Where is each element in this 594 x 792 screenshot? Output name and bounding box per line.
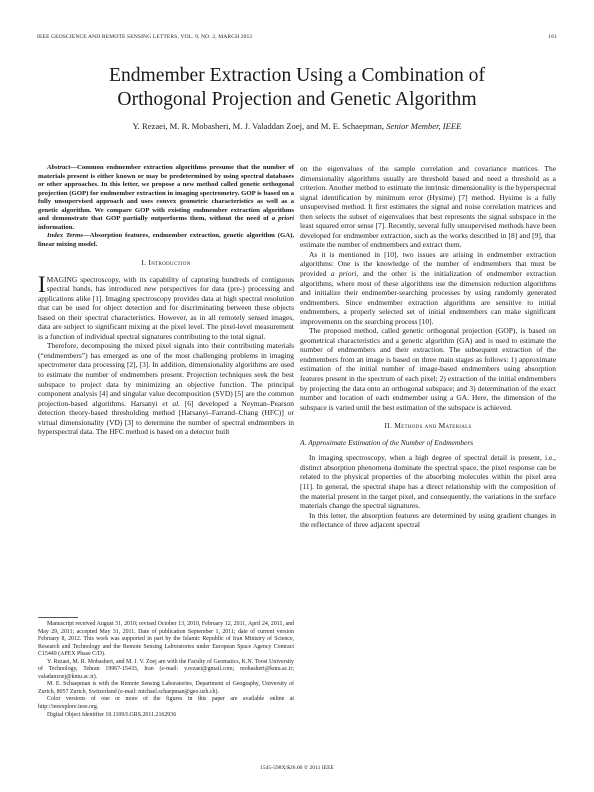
footnote-rule [38,617,78,618]
right-column [300,164,556,530]
abstract-italic: a priori [271,215,294,222]
intro-paragraph-1 [38,271,294,342]
intro-paragraph-proposed: The proposed method, called genetic orthogonal projection (GOP), is based on geometrical characteristics and a genetic algorithm (GA) and is used to estimate the number of endmembers and their extraction. The subsequent extraction of the endmembers from an image is based on three main stages as follows: 1) approximate estimation of the initial number of image-based endmembers using absorption features present in the spectrum of each pixel; 2) extraction of the initial endmembers by projecting the data onto an orthogonal subspace; and 3) determination of the exact number and location of each endmember using a GA. Here, the dimension of the subspace is varied until the best estimation of the subspace is achieved. [300,326,556,412]
title-line-1: Endmember Extraction Using a Combination of [108,65,485,86]
paper-title [30,64,564,112]
footnotes [38,617,294,719]
author-membership: Senior Member, IEEE [386,121,462,131]
left-column [38,164,294,437]
index-terms [38,232,294,249]
section-heading-introduction: I. Introduction [141,258,191,267]
intro-paragraph-1-text: MAGING spectroscopy, with its capability of capturing hundreds of contiguous spectral bands, has introduced new perspectives for data (pre-) processing and applications alike [1]. Imaging spectroscopy provides data at high spectral resolution that can be used for object detection and for discriminating between these objects based on their spectral characteristics. However, as in all remotely sensed images, data are subject to significant mixing at the pixel level. The pixel-level measurement is a function of individual spectral signatures contributing to the total signal. [38,274,294,341]
two-issues-italic: a priori [330,269,357,279]
footnote-manuscript: Manuscript received August 31, 2010; revised October 13, 2010, February 12, 2011, April 24, 2011, and May 29, 2011; accepted May 31, 2011. Date of publication September 1, 2011; date of current version February 8, 2012. This work was supported in part by the Islamic Republic of Iran Ministry of Science, Research and Technology and the Remote Sensing Laboratories under European Space Agency Contract C15449 (APEX Phase C/D). [38,621,294,658]
abstract-label: Abstract [47,164,71,171]
footnote-affiliation-1: Y. Rezaei, M. R. Mobasheri, and M. J. V. Zoej are with the Faculty of Geomatics, K.N. Toosi University of Technology, Tehran 19967-15433, Iran (e-mail: y.rezaei@gmail.com; mobasheri@kntu.ac.ir; valadanzoej@kntu.ac.ir). [38,658,294,680]
intro-paragraph-2 [38,341,294,436]
intro-paragraph-2-a: Therefore, decomposing the mixed pixel signals into their contributing materials (“endmembers”) has emerged as one of the most challenging problems in imaging spectrometer data processing [2], [3]. In addition, dimensionality algorithms are used to estimate the number of endmembers present. Projection techniques seek the best subspace to project data by minimizing an objective function. The principal component analysis [4] and singular value decomposition (SVD) [5] are the common projection-based algorithms. Harsanyi [38,341,294,408]
abstract-end: information. [38,223,75,231]
methods-paragraph-1: In imaging spectroscopy, when a high degree of spectral detail is present, i.e., distinct absorption phenomena dominate the spectral space, the pixel response can be related to the physical properties of the absorbing molecules within the pixel area [11]. In general, the spectral shape has a direct relationship with the composition of the material present in the target pixel, and consequently, the variations in the surface materials change the spectral signatures. [300,453,556,511]
abstract-text: —Common endmember extraction algorithms presume that the number of materials present is either known or may be predetermined by using spectral databases or other approaches. In this letter, we propose a new method called genetic orthogonal projection (GOP) for endmember extraction in imaging spectrometry. GOP is based on a fully unsupervised approach and uses convex geometric characteristics as well as a genetic algorithm. We compare GOP with existing endmember extraction algorithms and demonstrate that GOP partially outperforms them, without the need of [38,164,294,222]
index-terms-label: Index Terms [47,232,83,239]
intro-paragraph-2-etal: et al. [162,398,181,408]
abstract [38,164,294,232]
title-line-2: Orthogonal Projection and Genetic Algorithm [117,89,477,110]
section-heading-methods: II. Methods and Materials [384,421,472,431]
running-head [37,34,557,44]
intro-paragraph-two-issues [300,250,556,326]
footnote-color: Color versions of one or more of the figures in this paper are available online at http://ieeexplore.ieee.org. [38,696,294,711]
footnote-affiliation-2: M. E. Schaepman is with the Remote Sensing Laboratories, Department of Geography, University of Zurich, 8057 Zurich, Switzerland (e-mail: michael.schaepman@geo.uzh.ch). [38,681,294,695]
two-issues-b: , and the other is the initialization of endmember extraction algorithms, where most of these algorithms use the dimension reduction algorithms and initialize their endmember-searching processes by using randomly generated endmembers. Since endmember extraction algorithms are sensitive to initial endmembers, a properly selected set of initial endmembers can make significant improvements on the searching process [10]. [300,269,556,326]
intro-paragraph-2-b: [6] developed a Neyman–Pearson detection theory-based thresholding method [Harsanyi–Farrand–Chang (HFC)] or virtual dimensionality (VD) [3] to determine the number of spectral endmembers in hyperspectral data. The HFC method is based on a detector built [38,398,294,437]
copyright-footer: 1545-598X/$26.00 © 2011 IEEE [260,765,334,771]
intro-paragraph-continued: on the eigenvalues of the sample correlation and covariance matrices. The dimensionality algorithms usually are threshold based and need a threshold as a criterion. Another method to estimate the intrinsic dimensionality is the hyperspectral signal identification by minimum error (Hysime) [7] method. Hysime is a fully unsupervised method. It first estimates the signal and noise correlation matrices and then selects the subset of eigenvalues that best represents the signal subspace in the least squared error sense [7]. Recently, several fully unsupervised methods have been developed for endmember extraction, such as the works described in [8] and [9], that estimate the number of endmembers and extract them. [300,164,556,250]
page-number: 161 [548,34,557,40]
index-terms-text: —Absorption features, endmember extraction, genetic algorithm (GA), linear mixing model. [38,232,295,248]
two-issues-a: As it is mentioned in [10], two issues are arising in endmember extraction algorithms: One is the knowledge of the number of endmembers that must be provided [300,249,556,279]
author-names: Y. Rezaei, M. R. Mobasheri, M. J. Valaddan Zoej, and M. E. Schaepman, [132,121,385,131]
subsection-heading-a: A. Approximate Estimation of the Number of Endmembers [300,437,474,447]
journal-name: IEEE GEOSCIENCE AND REMOTE SENSING LETTERS, VOL. 9, NO. 2, MARCH 2012 [37,34,253,40]
methods-paragraph-2: In this letter, the absorption features are determined by using gradient changes in the reflectance of three adjacent spectral [300,510,556,530]
footnote-doi: Digital Object Identifier 10.1109/LGRS.2011.2162936 [47,711,177,718]
drop-cap: I [38,271,46,297]
author-list [30,121,564,131]
